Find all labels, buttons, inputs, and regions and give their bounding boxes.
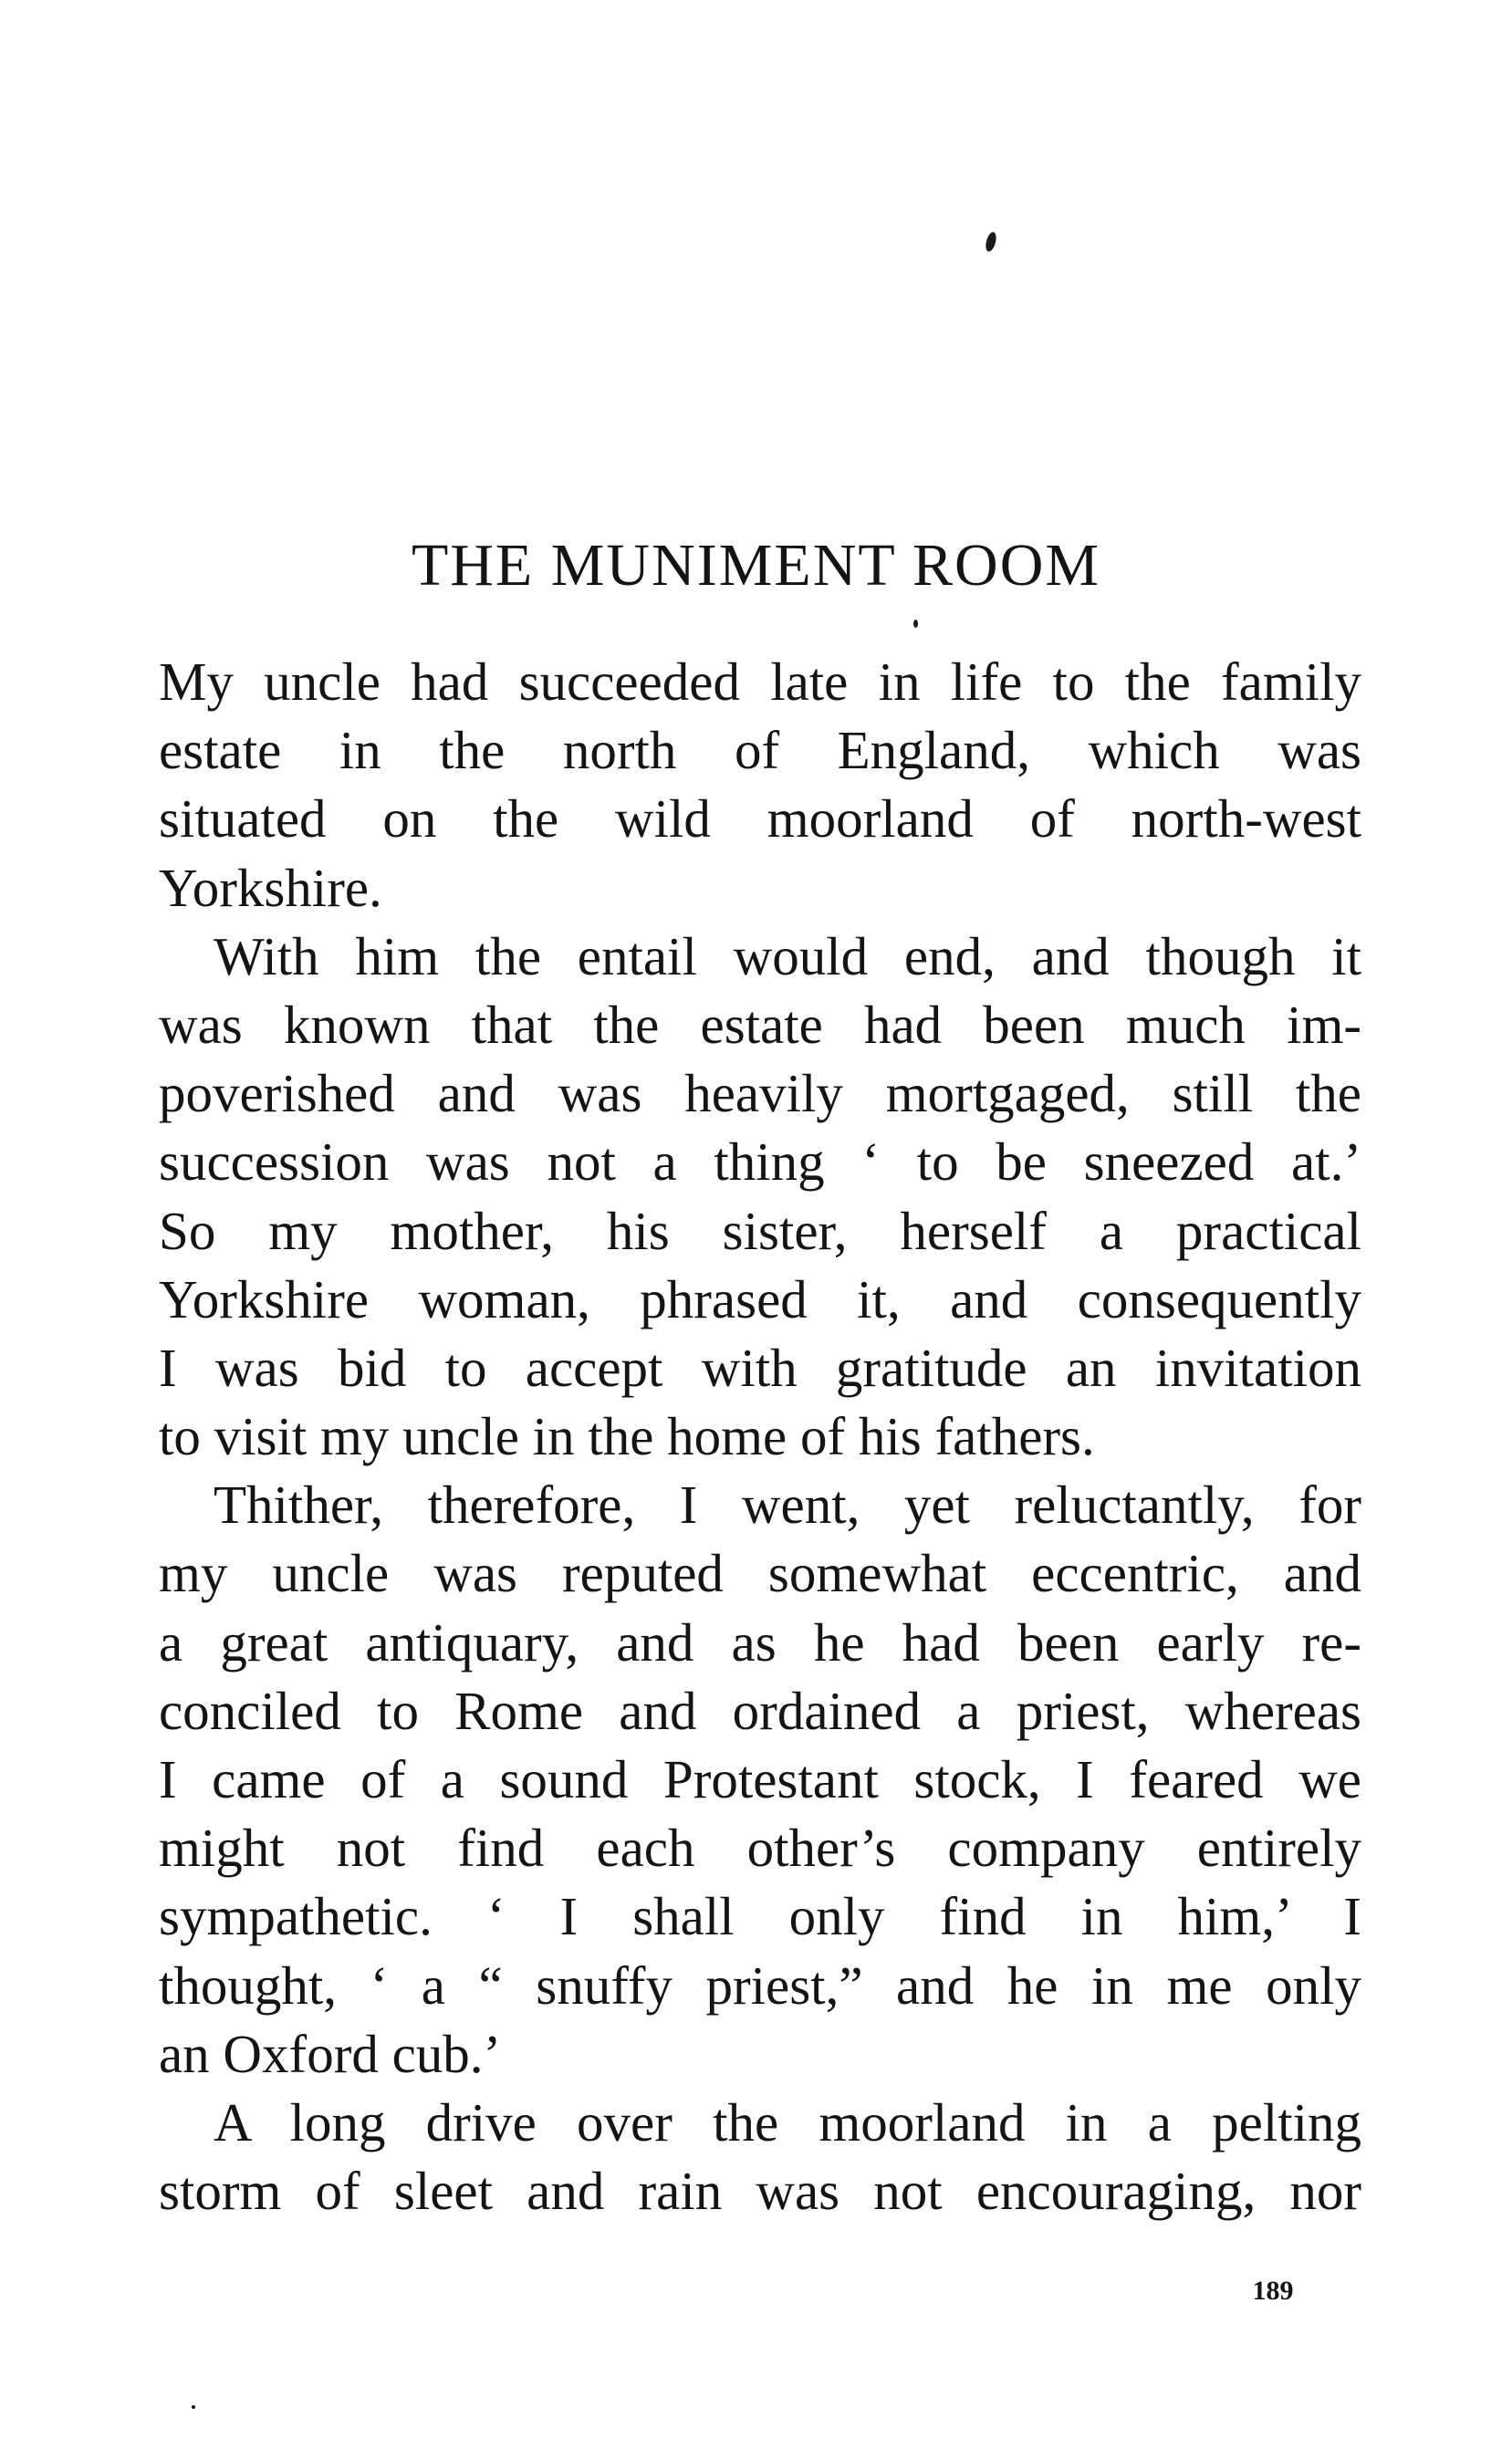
- text-line: poverished and was heavily mortgaged, still the: [159, 1063, 1361, 1124]
- text-line: I came of a sound Protestant stock, I feared we: [159, 1749, 1361, 1809]
- chapter-title: THE MUNIMENT ROOM: [411, 532, 1101, 599]
- text-line: Yorkshire.: [159, 857, 382, 918]
- text-line: With him the entail would end, and though it: [214, 925, 1361, 986]
- text-line: I was bid to accept with gratitude an invitation: [159, 1337, 1361, 1398]
- ink-speck: [984, 231, 997, 253]
- body-text: [159, 648, 1361, 2225]
- text-line: might not find each other’s company entirely: [159, 1818, 1361, 1879]
- text-line: My uncle had succeeded late in life to the family: [159, 651, 1361, 712]
- text-line: conciled to Rome and ordained a priest, whereas: [159, 1680, 1361, 1741]
- text-line: was known that the estate had been much im-: [159, 994, 1361, 1055]
- text-line: to visit my uncle in the home of his fathers.: [159, 1406, 1095, 1467]
- text-line: A long drive over the moorland in a pelting: [214, 2091, 1361, 2152]
- text-line: Thither, therefore, I went, yet reluctantly, for: [214, 1475, 1361, 1536]
- page-number: 189: [1252, 2276, 1294, 2306]
- ink-speck: [913, 620, 918, 628]
- text-line: Yorkshire woman, phrased it, and consequently: [159, 1268, 1361, 1329]
- text-line: situated on the wild moorland of north-west: [159, 788, 1361, 849]
- text-line: a great antiquary, and as he had been early re-: [159, 1611, 1361, 1673]
- text-line: So my mother, his sister, herself a practical: [159, 1200, 1361, 1261]
- text-line: sympathetic. ‘ I shall only find in him,’ I: [159, 1886, 1361, 1947]
- ink-speck: [192, 2405, 195, 2409]
- text-line: storm of sleet and rain was not encouraging, nor: [159, 2161, 1361, 2222]
- text-line: estate in the north of England, which was: [159, 720, 1361, 781]
- text-line: thought, ‘ a “ snuffy priest,” and he in me only: [159, 1954, 1361, 2016]
- text-line: an Oxford cub.’: [159, 2023, 502, 2084]
- text-line: succession was not a thing ‘ to be sneezed at.’: [159, 1131, 1361, 1193]
- text-line: my uncle was reputed somewhat eccentric, and: [159, 1543, 1361, 1604]
